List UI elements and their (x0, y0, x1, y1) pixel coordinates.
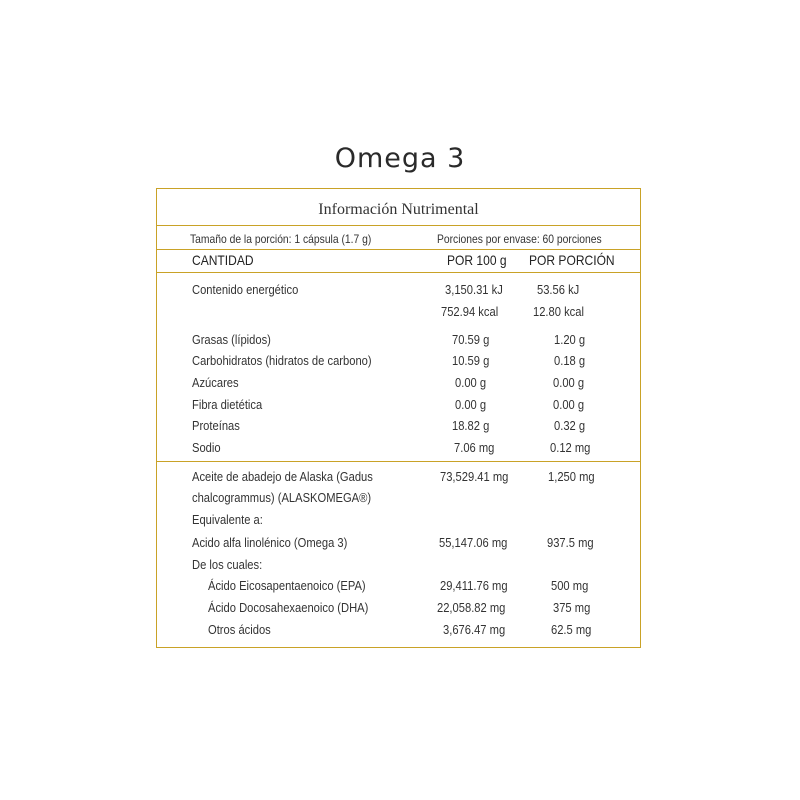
energy-per-serving-kj: 53.56 kJ (537, 282, 580, 297)
sub-acid-per-100g: 22,058.82 mg (437, 600, 506, 615)
sub-acid-per-serving: 62.5 mg (551, 622, 592, 637)
sub-acid-per-serving: 375 mg (553, 600, 591, 615)
nutrient-label: Proteínas (192, 418, 240, 433)
header-amount: CANTIDAD (192, 252, 254, 268)
nutrient-per-100g: 18.82 g (452, 418, 490, 433)
nutrient-label: Azúcares (192, 375, 239, 390)
divider (157, 225, 640, 226)
nutrient-per-serving: 0.18 g (554, 353, 586, 368)
ala-per-100g: 55,147.06 mg (439, 535, 508, 550)
nutrient-per-100g: 7.06 mg (454, 440, 495, 455)
sub-acid-label: Ácido Eicosapentaenoico (EPA) (208, 578, 366, 593)
serving-size: Tamaño de la porción: 1 cápsula (1.7 g) (190, 232, 372, 246)
divider (157, 272, 640, 273)
nutrient-label: Grasas (lípidos) (192, 332, 271, 347)
oil-per-serving: 1,250 mg (548, 469, 595, 484)
nutrient-per-100g: 10.59 g (452, 353, 490, 368)
product-title: Omega 3 (334, 143, 466, 174)
panel-title: Información Nutrimental (318, 201, 479, 218)
equivalent-label: Equivalente a: (192, 512, 263, 527)
nutrient-label: Carbohidratos (hidratos de carbono) (192, 353, 372, 368)
nutrient-per-100g: 70.59 g (452, 332, 490, 347)
energy-per-100g-kj: 3,150.31 kJ (445, 282, 503, 297)
nutrient-label: Sodio (192, 440, 221, 455)
servings-per-container: Porciones por envase: 60 porciones (437, 232, 602, 246)
oil-label-line2: chalcogrammus) (ALASKOMEGA®) (192, 490, 372, 505)
energy-per-100g-kcal: 752.94 kcal (441, 304, 499, 319)
ala-label: Acido alfa linolénico (Omega 3) (192, 535, 348, 550)
nutrition-facts-panel (156, 188, 641, 648)
energy-per-serving-kcal: 12.80 kcal (533, 304, 584, 319)
sub-acid-per-serving: 500 mg (551, 578, 589, 593)
oil-per-100g: 73,529.41 mg (440, 469, 509, 484)
nutrient-per-serving: 1.20 g (554, 332, 586, 347)
header-per-100g: POR 100 g (447, 252, 507, 268)
nutrient-per-100g: 0.00 g (455, 397, 487, 412)
sub-acid-per-100g: 3,676.47 mg (443, 622, 506, 637)
ala-per-serving: 937.5 mg (547, 535, 594, 550)
nutrient-per-serving: 0.32 g (554, 418, 586, 433)
sub-acid-label: Otros ácidos (208, 622, 271, 637)
nutrient-per-100g: 0.00 g (455, 375, 487, 390)
divider (157, 249, 640, 250)
sub-acid-label: Ácido Docosahexaenoico (DHA) (208, 600, 369, 615)
nutrient-label: Fibra dietética (192, 397, 263, 412)
header-per-serving: POR PORCIÓN (529, 252, 615, 268)
divider (157, 461, 640, 462)
oil-label-line1: Aceite de abadejo de Alaska (Gadus (192, 469, 373, 484)
nutrient-per-serving: 0.00 g (553, 375, 585, 390)
of-which-label: De los cuales: (192, 557, 263, 572)
nutrient-per-serving: 0.12 mg (550, 440, 591, 455)
sub-acid-per-100g: 29,411.76 mg (440, 578, 508, 593)
nutrient-per-serving: 0.00 g (553, 397, 585, 412)
energy-label: Contenido energético (192, 282, 299, 297)
